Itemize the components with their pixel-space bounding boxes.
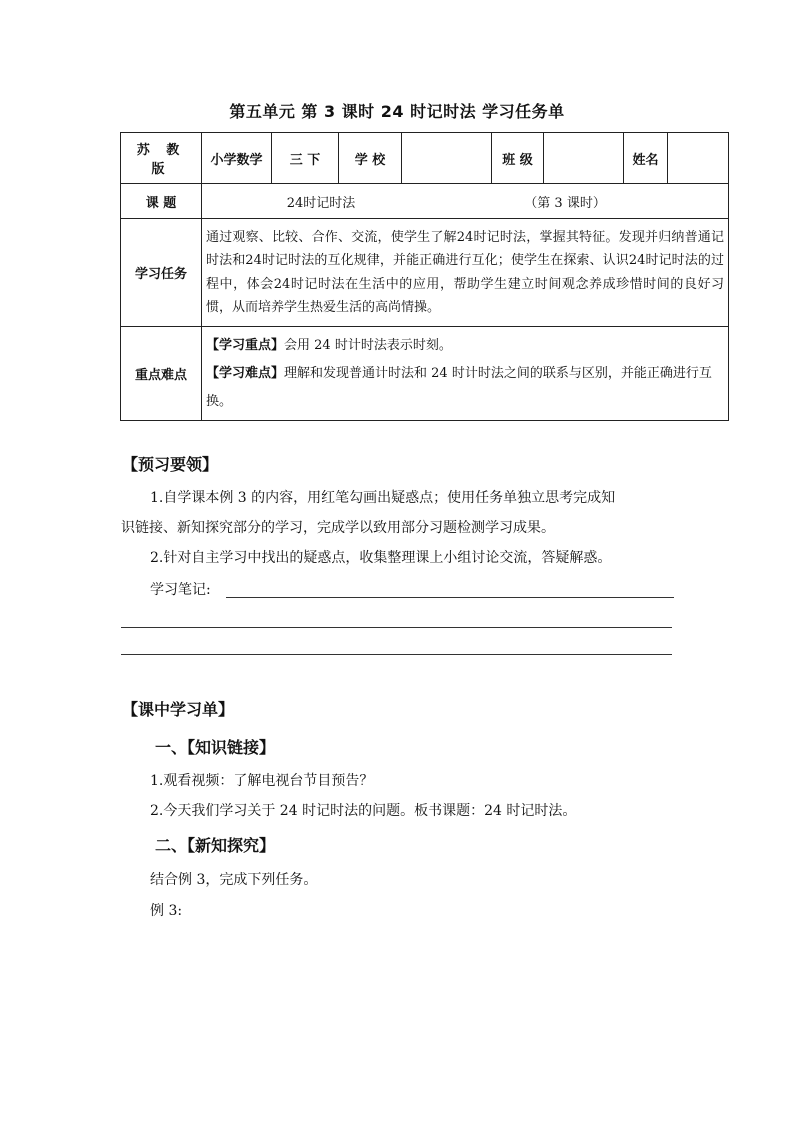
table-row [121, 184, 729, 219]
topic-value: 24时记时法 [286, 195, 356, 211]
knowledge-link-heading: 一、【知识链接】 [155, 738, 276, 757]
name-value-cell[interactable] [668, 133, 729, 184]
task-text: 通过观察、比较、合作、交流，使学生了解24时记时法，掌握其特征。发现并归纳普通记时法和24时记时法的互化规律，并能正确进行互化；使学生在探索、认识24时记时法的过程中，体会24时记时法在生活中的应用，帮助学生建立时间观念养成珍惜时间的良好习惯，从而培养学生热爱生活的高尚情操。 [202, 219, 729, 327]
new-knowledge-heading: 二、【新知探究】 [155, 836, 276, 855]
grade-cell: 三 下 [272, 133, 339, 184]
lesson-info-table [120, 132, 729, 421]
key-point-text: 会用 24 时计时法表示时刻。 [284, 337, 452, 353]
subject-cell: 小学数学 [202, 133, 272, 184]
notes-line-3[interactable] [121, 654, 672, 655]
publisher-cell: 苏 教 版 [121, 133, 202, 184]
knowledge-link-item-2: 2.今天我们学习关于 24 时记时法的问题。板书课题：24 时记时法。 [150, 803, 577, 819]
school-label: 学 校 [339, 133, 402, 184]
knowledge-link-item-1: 1.观看视频：了解电视台节目预告？ [150, 773, 374, 789]
topic-cell [202, 184, 729, 219]
table-row [121, 219, 729, 327]
table-row [121, 133, 729, 184]
document-title: 第五单元 第 3 课时 24 时记时法 学习任务单 [229, 102, 565, 121]
school-value-cell[interactable] [402, 133, 492, 184]
preview-heading: 【预习要领】 [122, 455, 219, 474]
notes-line-1[interactable] [226, 597, 674, 598]
table-row [121, 327, 729, 421]
difficulty-text: 理解和发现普通计时法和 24 时计时法之间的联系与区别，并能正确进行互换。 [206, 365, 712, 409]
example-label: 例 3: [150, 903, 183, 919]
notes-line-2[interactable] [121, 627, 672, 628]
preview-item-1-line-2: 识链接、新知探究部分的学习，完成学以致用部分习题检测学习成果。 [121, 520, 555, 536]
key-difficulty-label: 重点难点 [121, 327, 202, 421]
name-label: 姓名 [624, 133, 668, 184]
notes-label: 学习笔记: [150, 582, 211, 598]
lesson-number: （第 3 课时） [524, 195, 606, 211]
class-label: 班 级 [492, 133, 544, 184]
task-label: 学习任务 [121, 219, 202, 327]
classroom-heading: 【课中学习单】 [122, 700, 235, 719]
preview-item-2: 2.针对自主学习中找出的疑惑点，收集整理课上小组讨论交流，答疑解惑。 [150, 550, 612, 566]
difficulty-tag: 【学习难点】 [206, 365, 285, 381]
new-knowledge-intro: 结合例 3，完成下列任务。 [150, 872, 318, 888]
preview-item-1-line-1: 1.自学课本例 3 的内容，用红笔勾画出疑惑点；使用任务单独立思考完成知 [150, 490, 616, 506]
class-value-cell[interactable] [544, 133, 624, 184]
key-point-tag: 【学习重点】 [206, 337, 285, 353]
topic-label: 课 题 [121, 184, 202, 219]
key-difficulty-cell [202, 327, 729, 421]
